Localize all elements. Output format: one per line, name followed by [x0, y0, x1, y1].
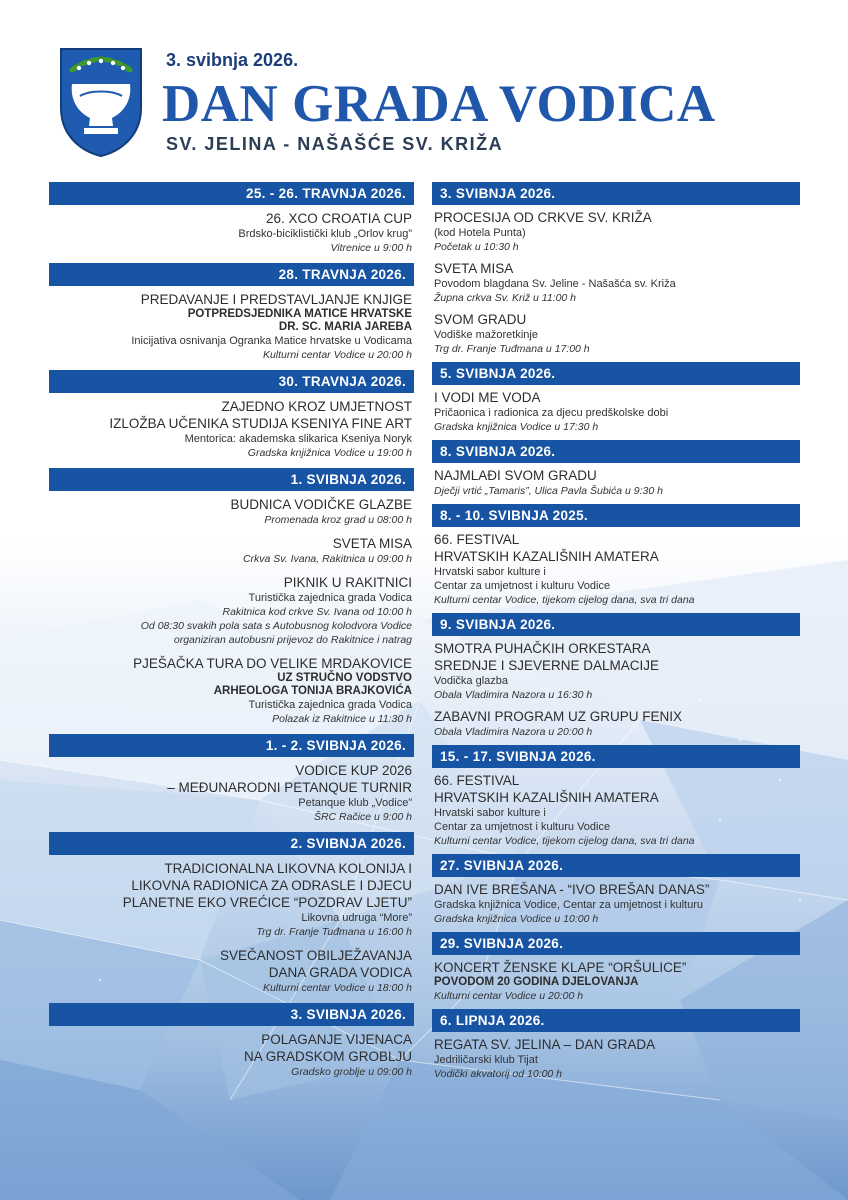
- event-location-time: Vitrenice u 9:00 h: [330, 242, 412, 254]
- day-block: [432, 504, 800, 607]
- event-location-time: Gradsko groblje u 09:00 h: [291, 1066, 412, 1078]
- event-subtitle: DR. SC. MARIA JAREBA: [278, 321, 412, 333]
- day-block: [49, 734, 414, 824]
- event-title: 26. XCO CROATIA CUP: [265, 211, 412, 226]
- event-organizer: Mentorica: akademska slikarica Kseniya Noryk: [184, 433, 412, 445]
- event-location-time: Gradska knjižnica Vodice u 10:00 h: [434, 913, 599, 925]
- day-block: [49, 370, 414, 460]
- event-location-time: ŠRC Račice u 9:00 h: [313, 811, 412, 823]
- day-date-bar: 8. SVIBNJA 2026.: [432, 440, 800, 463]
- event-location-time: Obala Vladimira Nazora u 20:00 h: [434, 726, 593, 738]
- event-title: ZAJEDNO KROZ UMJETNOST: [221, 399, 412, 414]
- event-item: [432, 531, 800, 607]
- day-date-bar: 1. SVIBNJA 2026.: [49, 468, 414, 491]
- event-location-time: Početak u 10:30 h: [434, 241, 519, 253]
- event-title: IZLOŽBA UČENIKA STUDIJA KSENIYA FINE ART: [109, 416, 412, 431]
- event-item: [49, 574, 414, 647]
- event-location-time: Rakitnica kod crkve Sv. Ivana od 10:00 h: [222, 606, 412, 618]
- event-organizer: Jedriličarski klub Tijat: [434, 1054, 538, 1066]
- event-item: [49, 1031, 414, 1079]
- event-organizer: Centar za umjetnost i kulturu Vodice: [434, 580, 611, 592]
- day-date-bar: 2. SVIBNJA 2026.: [49, 832, 414, 855]
- event-organizer: Centar za umjetnost i kulturu Vodice: [434, 821, 611, 833]
- day-date-bar: 15. - 17. SVIBNJA 2026.: [432, 745, 800, 768]
- event-title: HRVATSKIH KAZALIŠNIH AMATERA: [434, 549, 659, 564]
- event-title: 66. FESTIVAL: [434, 773, 520, 788]
- day-date-bar: 3. SVIBNJA 2026.: [49, 1003, 414, 1026]
- event-title: LIKOVNA RADIONICA ZA ODRASLE I DJECU: [131, 878, 412, 893]
- day-date-bar: 25. - 26. TRAVNJA 2026.: [49, 182, 414, 205]
- event-location-time: Kulturni centar Vodice, tijekom cijelog dana, sva tri dana: [434, 835, 695, 847]
- event-organizer: Hrvatski sabor kulture i: [434, 566, 546, 578]
- event-organizer: Vodiške mažoretkinje: [434, 329, 538, 341]
- event-title: SVETA MISA: [434, 261, 514, 276]
- day-date-bar: 8. - 10. SVIBNJA 2025.: [432, 504, 800, 527]
- event-title: DANA GRADA VODICA: [268, 965, 412, 980]
- event-title: NA GRADSKOM GROBLJU: [243, 1049, 412, 1064]
- event-organizer: Brdsko-biciklistički klub „Orlov krug”: [238, 228, 412, 240]
- event-location-time: Kulturni centar Vodice u 20:00 h: [434, 990, 584, 1002]
- event-location-time: Dječji vrtić „Tamaris”, Ulica Pavla Šubića u 9:30 h: [434, 485, 663, 497]
- day-block: [432, 182, 800, 356]
- event-title: NAJMLAĐI SVOM GRADU: [434, 468, 597, 483]
- event-location-time: Gradska knjižnica Vodice u 17:30 h: [434, 421, 599, 433]
- event-item: [49, 860, 414, 939]
- event-title: ZABAVNI PROGRAM UZ GRUPU FENIX: [434, 709, 683, 724]
- day-block: [49, 1003, 414, 1079]
- event-organizer: Inicijativa osnivanja Ogranka Matice hrvatske u Vodicama: [131, 335, 412, 347]
- event-item: [432, 881, 800, 926]
- day-date-bar: 27. SVIBNJA 2026.: [432, 854, 800, 877]
- event-title: KONCERT ŽENSKE KLAPE “ORŠULICE”: [434, 960, 687, 975]
- day-block: [49, 468, 414, 726]
- header-date: 3. svibnja 2026.: [166, 50, 299, 70]
- event-organizer: Vodička glazba: [434, 675, 508, 687]
- page-subtitle: SV. JELINA - NAŠAŠĆE SV. KRIŽA: [166, 134, 504, 154]
- event-organizer: Turistička zajednica grada Vodica: [248, 699, 412, 711]
- event-item: [432, 1036, 800, 1081]
- day-date-bar: 5. SVIBNJA 2026.: [432, 362, 800, 385]
- event-title: HRVATSKIH KAZALIŠNIH AMATERA: [434, 790, 659, 805]
- day-block: [432, 362, 800, 434]
- event-subtitle: POVODOM 20 GODINA DJELOVANJA: [434, 976, 639, 988]
- event-item: [432, 389, 800, 434]
- event-subtitle: POTPREDSJEDNIKA MATICE HRVATSKE: [187, 308, 412, 320]
- event-item: [432, 467, 800, 498]
- event-note: Od 08:30 svakih pola sata s Autobusnog kolodvora Vodice: [140, 620, 412, 632]
- event-item: [432, 209, 800, 254]
- event-title: POLAGANJE VIJENACA: [261, 1032, 412, 1047]
- event-title: I VODI ME VODA: [434, 390, 541, 405]
- event-title: SVEČANOST OBILJEŽAVANJA: [219, 948, 412, 963]
- event-location-time: Promenada kroz grad u 08:00 h: [264, 514, 412, 526]
- event-location-time: Obala Vladimira Nazora u 16:30 h: [434, 689, 593, 701]
- day-block: [49, 263, 414, 362]
- event-location-time: Trg dr. Franje Tuđmana u 17:00 h: [434, 343, 590, 355]
- left-column-schedule: [49, 182, 414, 1087]
- day-date-bar: 1. - 2. SVIBNJA 2026.: [49, 734, 414, 757]
- event-item: [432, 260, 800, 305]
- day-date-bar: 6. LIPNJA 2026.: [432, 1009, 800, 1032]
- day-date-bar: 9. SVIBNJA 2026.: [432, 613, 800, 636]
- event-organizer: Likovna udruga “More”: [301, 912, 412, 924]
- event-location-time: Kulturni centar Vodice u 20:00 h: [262, 349, 412, 361]
- day-date-bar: 28. TRAVNJA 2026.: [49, 263, 414, 286]
- event-title: 66. FESTIVAL: [434, 532, 520, 547]
- event-organizer: Pričaonica i radionica za djecu predškolske dobi: [434, 407, 669, 419]
- event-title: SVETA MISA: [332, 536, 412, 551]
- event-subtitle: ARHEOLOGA TONIJA BRAJKOVIĆA: [213, 685, 412, 697]
- event-organizer: Turistička zajednica grada Vodica: [248, 592, 412, 604]
- event-item: [432, 772, 800, 848]
- event-title: – MEĐUNARODNI PETANQUE TURNIR: [167, 780, 412, 795]
- event-item: [432, 640, 800, 702]
- event-note: organiziran autobusni prijevoz do Rakitnice i natrag: [173, 634, 412, 646]
- event-location-time: Trg dr. Franje Tuđmana u 16:00 h: [256, 926, 412, 938]
- event-item: [49, 210, 414, 255]
- event-item: [49, 398, 414, 460]
- event-location-time: Vodički akvatorij od 10:00 h: [434, 1068, 563, 1080]
- day-block: [49, 832, 414, 995]
- event-item: [432, 708, 800, 739]
- day-date-bar: 30. TRAVNJA 2026.: [49, 370, 414, 393]
- day-date-bar: 29. SVIBNJA 2026.: [432, 932, 800, 955]
- event-organizer: Petanque klub „Vodice”: [298, 797, 412, 809]
- event-organizer: (kod Hotela Punta): [434, 227, 526, 239]
- event-title: PJEŠAČKA TURA DO VELIKE MRDAKOVICE: [133, 656, 412, 671]
- event-title: TRADICIONALNA LIKOVNA KOLONIJA I: [164, 861, 412, 876]
- day-date-bar: 3. SVIBNJA 2026.: [432, 182, 800, 205]
- event-item: [49, 947, 414, 995]
- day-block: [432, 854, 800, 926]
- event-title: SVOM GRADU: [434, 312, 527, 327]
- event-title: SREDNJE I SJEVERNE DALMACIJE: [434, 658, 660, 673]
- event-title: PLANETNE EKO VREĆICE “POZDRAV LJETU”: [122, 895, 412, 910]
- right-column-schedule: [432, 182, 800, 1087]
- event-location-time: Kulturni centar Vodice u 18:00 h: [262, 982, 412, 994]
- day-block: [49, 182, 414, 255]
- event-location-time: Crkva Sv. Ivana, Rakitnica u 09:00 h: [242, 553, 412, 565]
- event-subtitle: UZ STRUČNO VODSTVO: [277, 672, 412, 684]
- event-organizer: Povodom blagdana Sv. Jeline - Našašća sv. Križa: [434, 278, 676, 290]
- event-title: DAN IVE BREŠANA - “IVO BREŠAN DANAS”: [434, 882, 710, 897]
- event-item: [49, 655, 414, 726]
- event-title: SMOTRA PUHAČKIH ORKESTARA: [434, 641, 651, 656]
- event-item: [49, 291, 414, 362]
- day-block: [432, 1009, 800, 1081]
- event-item: [432, 311, 800, 356]
- event-title: BUDNICA VODIČKE GLAZBE: [230, 497, 412, 512]
- event-title: VODICE KUP 2026: [295, 763, 412, 778]
- event-organizer: Hrvatski sabor kulture i: [434, 807, 546, 819]
- event-item: [49, 762, 414, 824]
- event-location-time: Kulturni centar Vodice, tijekom cijelog dana, sva tri dana: [434, 594, 695, 606]
- event-title: PREDAVANJE I PREDSTAVLJANJE KNJIGE: [140, 292, 412, 307]
- day-block: [432, 745, 800, 848]
- day-block: [432, 440, 800, 498]
- event-title: REGATA SV. JELINA – DAN GRADA: [434, 1037, 656, 1052]
- page-title: DAN GRADA VODICA: [162, 75, 716, 133]
- event-item: [49, 535, 414, 566]
- day-block: [432, 613, 800, 739]
- event-item: [432, 959, 800, 1003]
- event-item: [49, 496, 414, 527]
- event-title: PROCESIJA OD CRKVE SV. KRIŽA: [434, 210, 652, 225]
- city-coat-of-arms-icon: [58, 46, 144, 158]
- event-location-time: Gradska knjižnica Vodice u 19:00 h: [247, 447, 412, 459]
- event-location-time: Polazak iz Rakitnice u 11:30 h: [272, 713, 412, 725]
- event-title: PIKNIK U RAKITNICI: [283, 575, 412, 590]
- event-organizer: Gradska knjižnica Vodice, Centar za umjetnost i kulturu: [434, 899, 704, 911]
- day-block: [432, 932, 800, 1003]
- event-location-time: Župna crkva Sv. Križ u 11:00 h: [434, 292, 577, 304]
